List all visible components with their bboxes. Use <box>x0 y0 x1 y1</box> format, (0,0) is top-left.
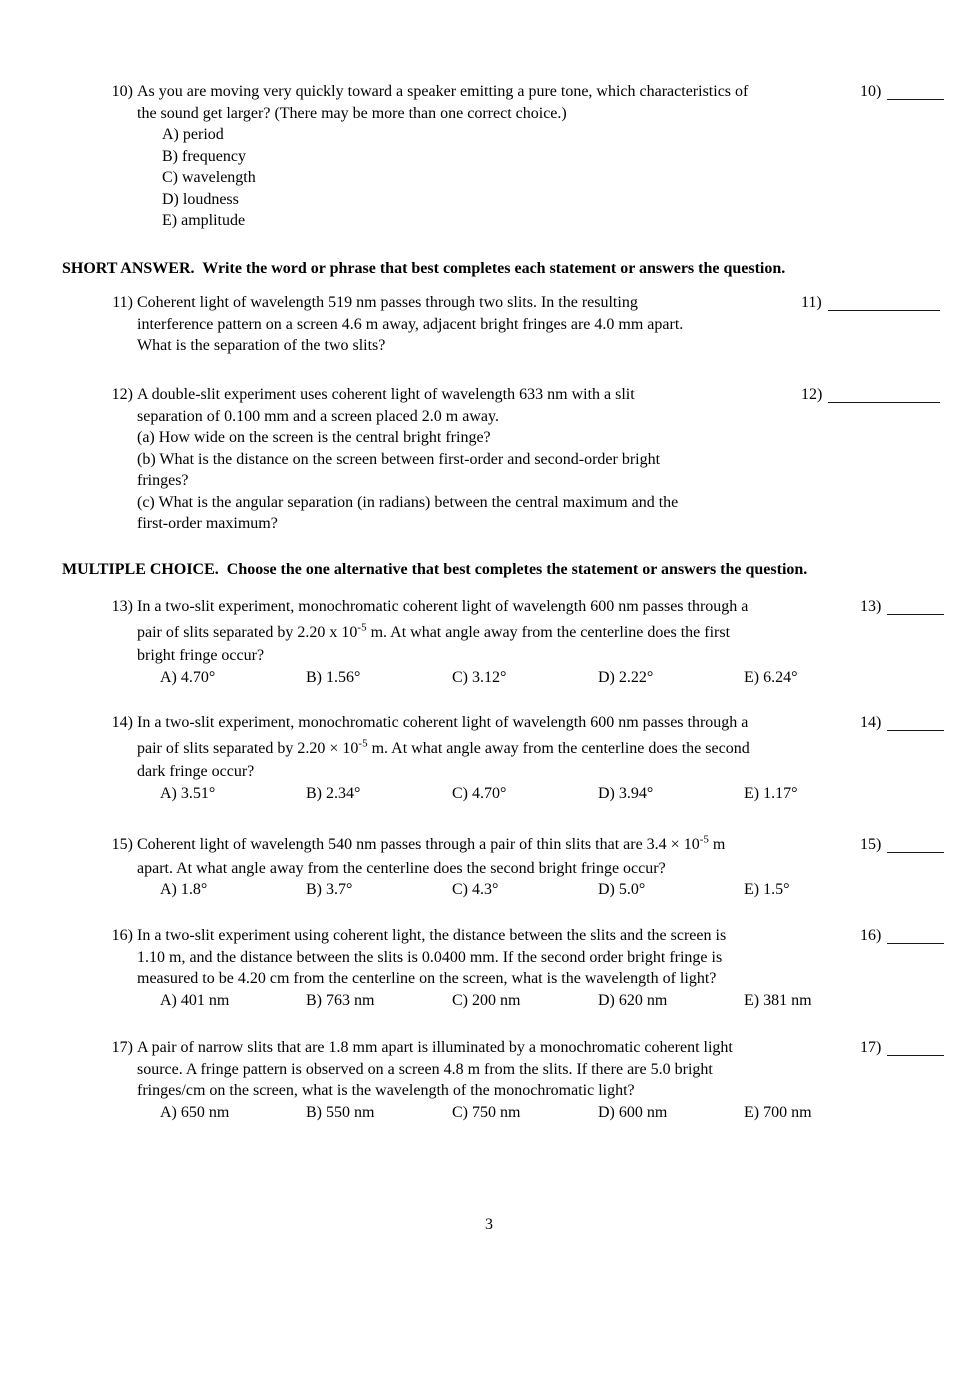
choice-d: D) loudness <box>162 190 239 208</box>
question-line: (a) How wide on the screen is the central bright fringe? <box>137 429 491 446</box>
choice-a: A) 401 nm <box>160 991 230 1009</box>
choice-b: B) frequency <box>162 147 246 165</box>
choice-b: B) 3.7° <box>306 881 353 898</box>
question-line: source. A fringe pattern is observed on a screen 4.8 m from the slits. If there are 5.0 bright <box>137 1060 713 1078</box>
question-14 <box>95 712 882 804</box>
choice-b: B) 1.56° <box>306 668 361 686</box>
choice-d: D) 620 nm <box>598 991 668 1009</box>
choice-c: C) 3.12° <box>452 668 507 686</box>
choice-a: A) 3.51° <box>160 784 216 802</box>
answer-slot <box>860 81 944 103</box>
question-line: What is the separation of the two slits? <box>137 337 386 354</box>
question-line <box>137 622 865 644</box>
choice-c: C) 4.70° <box>452 784 507 802</box>
question-line: separation of 0.100 mm and a screen placed 2.0 m away. <box>137 407 499 425</box>
answer-slot <box>860 925 944 947</box>
answer-blank <box>887 599 944 615</box>
choice-b: B) 550 nm <box>306 1103 375 1121</box>
choices-row <box>160 667 865 689</box>
question-text <box>137 81 865 232</box>
answer-slot <box>860 712 944 734</box>
choice-c: C) 4.3° <box>452 881 499 898</box>
question-number: 15) <box>111 836 133 853</box>
question-line: fringes? <box>137 472 189 489</box>
question-10 <box>95 81 882 232</box>
answer-label: 16) <box>860 927 882 944</box>
exponent: -5 <box>358 737 368 750</box>
choice-e: E) amplitude <box>162 212 246 229</box>
answer-blank <box>828 295 940 311</box>
answer-blank <box>828 387 940 403</box>
question-11 <box>95 292 865 357</box>
section-header-multiple-choice: MULTIPLE CHOICE. Choose the one alternative that best completes the statement or answers the question. <box>62 561 808 578</box>
answer-label: 17) <box>860 1039 882 1056</box>
question-number: 14) <box>111 714 133 731</box>
choice-a: A) 4.70° <box>160 668 216 686</box>
choices-row <box>160 1102 865 1124</box>
question-15 <box>95 830 882 901</box>
choices-row <box>160 990 865 1012</box>
choice-c: C) 750 nm <box>452 1103 521 1121</box>
question-text <box>137 834 865 901</box>
choice-e: E) 1.17° <box>744 784 798 802</box>
question-text <box>137 596 865 688</box>
question-text <box>137 292 865 357</box>
exponent: -5 <box>699 833 709 846</box>
question-text <box>137 925 865 1011</box>
answer-label: 12) <box>801 386 823 403</box>
answer-blank <box>887 715 944 731</box>
question-line: fringes/cm on the screen, what is the wavelength of the monochromatic light? <box>137 1082 635 1099</box>
choice-b: B) 2.34° <box>306 784 361 802</box>
answer-blank <box>887 1040 944 1056</box>
line-part: Coherent light of wavelength 540 nm passes through a pair of thin slits that are 3.4 × 10 <box>137 836 700 853</box>
question-line: (b) What is the distance on the screen between first-order and second-order bright <box>137 450 661 468</box>
answer-label: 15) <box>860 836 882 853</box>
question-line: the sound get larger? (There may be more than one correct choice.) <box>137 104 567 122</box>
line-part: pair of slits separated by 2.20 × 10 <box>137 739 359 757</box>
answer-label: 14) <box>860 714 882 731</box>
choice-a: A) period <box>162 126 224 143</box>
question-text <box>137 1037 865 1123</box>
choices-row <box>160 783 865 805</box>
question-line: Coherent light of wavelength 519 nm passes through two slits. In the resulting <box>137 294 638 311</box>
choice-d: D) 2.22° <box>598 668 654 686</box>
section-header-short-answer: SHORT ANSWER. Write the word or phrase that best completes each statement or answers the question. <box>62 260 786 277</box>
choice-e: E) 700 nm <box>744 1103 812 1121</box>
question-text <box>137 384 865 535</box>
answer-blank <box>887 84 944 100</box>
question-number: 16) <box>111 927 133 944</box>
choice-b: B) 763 nm <box>306 991 375 1009</box>
choice-c: C) 200 nm <box>452 991 521 1009</box>
question-line <box>137 738 865 760</box>
choice-d: D) 5.0° <box>598 881 646 898</box>
answer-label: 10) <box>860 83 882 100</box>
choice-d: D) 600 nm <box>598 1103 668 1121</box>
question-line: A double-slit experiment uses coherent light of wavelength 633 nm with a slit <box>137 386 635 403</box>
line-part: m <box>708 836 726 853</box>
choice-e: E) 1.5° <box>744 881 790 898</box>
choice-a: A) 1.8° <box>160 881 208 898</box>
question-number: 12) <box>111 386 133 403</box>
question-line: In a two-slit experiment, monochromatic coherent light of wavelength 600 nm passes through a <box>137 598 749 615</box>
question-line: A pair of narrow slits that are 1.8 mm apart is illuminated by a monochromatic coherent light <box>137 1039 733 1056</box>
question-line: 1.10 m, and the distance between the slits is 0.0400 mm. If the second order bright fringe is <box>137 948 723 966</box>
answer-slot <box>801 384 940 406</box>
question-line: In a two-slit experiment, monochromatic coherent light of wavelength 600 nm passes through a <box>137 714 749 731</box>
page-number: 3 <box>485 1216 493 1233</box>
question-line: (c) What is the angular separation (in radians) between the central maximum and the <box>137 493 679 511</box>
question-line: dark fringe occur? <box>137 763 255 780</box>
question-line: first-order maximum? <box>137 515 278 532</box>
choice-d: D) 3.94° <box>598 784 654 802</box>
choice-c: C) wavelength <box>162 169 256 186</box>
choice-e: E) 6.24° <box>744 668 798 686</box>
question-number: 17) <box>111 1039 133 1056</box>
question-16 <box>95 925 882 1011</box>
question-number: 11) <box>112 294 133 311</box>
answer-slot <box>860 834 944 856</box>
question-12 <box>95 384 865 535</box>
question-line <box>137 834 865 856</box>
question-17 <box>95 1037 882 1123</box>
question-number: 13) <box>111 598 133 615</box>
answer-blank <box>887 928 944 944</box>
choice-a: A) 650 nm <box>160 1103 230 1121</box>
line-part: pair of slits separated by 2.20 x 10 <box>137 623 358 641</box>
choices-row <box>160 879 865 901</box>
question-line: bright fringe occur? <box>137 647 265 664</box>
question-line: apart. At what angle away from the centerline does the second bright fringe occur? <box>137 859 666 877</box>
line-part: m. At what angle away from the centerline does the second <box>367 739 750 757</box>
answer-label: 13) <box>860 598 882 615</box>
question-line: interference pattern on a screen 4.6 m away, adjacent bright fringes are 4.0 mm apart. <box>137 315 684 333</box>
answer-slot <box>860 596 944 618</box>
line-part: m. At what angle away from the centerline does the first <box>366 623 731 641</box>
question-line: As you are moving very quickly toward a speaker emitting a pure tone, which characteristics of <box>137 83 749 100</box>
question-number: 10) <box>111 83 133 100</box>
answer-slot <box>801 292 940 314</box>
question-line: measured to be 4.20 cm from the centerline on the screen, what is the wavelength of light? <box>137 970 717 987</box>
answer-slot <box>860 1037 944 1059</box>
question-text <box>137 712 865 804</box>
choice-e: E) 381 nm <box>744 991 812 1009</box>
answer-label: 11) <box>801 294 822 311</box>
question-line: In a two-slit experiment using coherent light, the distance between the slits and the screen is <box>137 927 727 944</box>
answer-blank <box>887 837 944 853</box>
exponent: -5 <box>357 621 367 634</box>
question-13 <box>95 596 882 688</box>
